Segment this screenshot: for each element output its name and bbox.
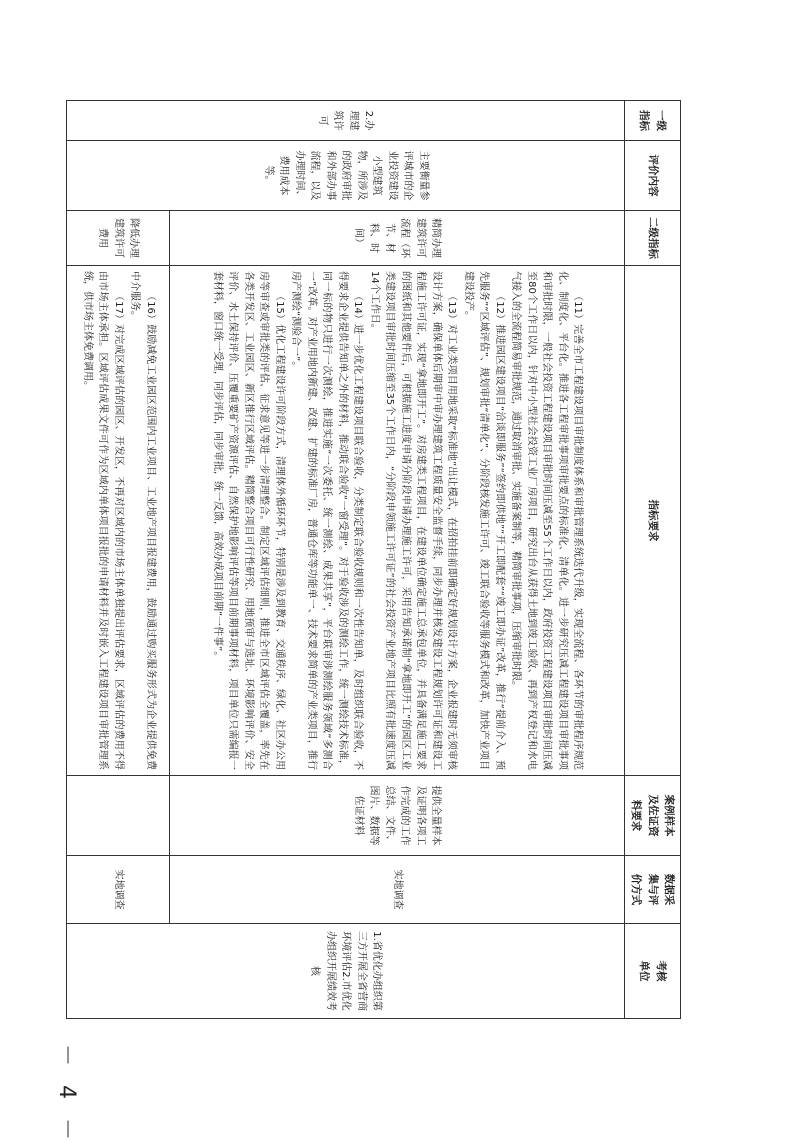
header-level2: 二级指标 bbox=[625, 211, 681, 266]
header-level1: 一级 指标 bbox=[625, 101, 681, 141]
requirement-item: （13）对工业类项目用地采取“标准地”出让模式，在招拍挂前即确定好规划设计方案，企业报建时无须审核设计方案，确保单体后期审中审办理建筑工程质量安全监督手续，同步办理并核发建设工程规划许可证和建设工程施工许可证，实现“拿地即开工”。对房建类工程项目，在建设单位确定施工总承包单位，并具备满足施工要求的图纸和其他要件后，可根据施工进度申请分阶段申请办理施工许可，采用告知承诺制“拿地即开工”的园区工业类建设项目审批时间压缩至35个工作日内，“分阶段申领施工许可证”的社会投资产业地产项目比照有批速度压减14个工作日。 bbox=[368, 271, 458, 770]
header-unit: 考核 单位 bbox=[625, 924, 681, 1019]
requirement-item: （17）对完成区域评估的园区、开发区，不再对区域内的市场主体单独提出评估要求，区域评估的费用不得由市场主体承担。区域评估成果文件可作为区域内单体项目报批的申请材料并及时嵌入工程建设项目审批管理系统，供市场主体免费调用。 bbox=[81, 271, 124, 770]
requirement-cell bbox=[169, 266, 624, 776]
header-method: 数据采 集与评 价方式 bbox=[625, 856, 681, 924]
level2-cell: 精简办理建筑许可流程（环节、材料、时间） bbox=[169, 211, 624, 266]
level2-cell: 降低办理建筑许可费用 bbox=[67, 211, 170, 266]
table-row bbox=[169, 101, 624, 1019]
materials-cell bbox=[67, 776, 170, 856]
header-materials: 案例样本 及佐证资 料要求 bbox=[625, 776, 681, 856]
requirement-item: （15）优化工程建设许可阶段方式，清理体外循环环节，特别是涉及到教育、交通秩序、绿化、社区办公用房等审查或审批类的评估、征求意见等进一步清理整合。制定区域评估细则，推进全市区域评估全覆盖，率先在各类开发区、工业园区、新区推行区域评估。精简整合项目可行性研究、用地预审与选址、环境影响评价、安全评价、水土保持评价、压覆重要矿产资源评估、自然保护地影响评估等项目前期事项材料，项目单位只需编报一套材料，窗口统一受理，同步评估，同步审批，统一反馈，高效办成项目前期“一件事”。 bbox=[211, 271, 285, 770]
requirement-item: （11）完善全市工程建设项目审批制度体系和审批管理系统迭代升级，实现全流程、各环节的审批程序规范化、制度化、平台化。推进各工程审批事项审批要点的标准化、清单化。进一步研究压减工程建设项目审批事项和审批时限，一般社会投资工程建设项目审批时间压减至55个工作日以内，政府投资工程建设项目审批时间压减至80个工作日以内，针对中小型社会投资工业厂房项目，研究出台从获得土地到竣工验收、再到产权登记和水电气接入的全流程简易审批规范，通过取消审批、实施备案制等，精简审批事项，压缩审批时限。 bbox=[510, 271, 584, 770]
indicator-table bbox=[66, 100, 681, 1019]
header-content: 评价内容 bbox=[625, 141, 681, 211]
page-number-text: － 4 － bbox=[54, 1044, 79, 1146]
level1-cell: 2.办理建筑许可 bbox=[67, 101, 625, 141]
table-row bbox=[67, 101, 170, 1019]
requirement-item: （12）推进园区建设项目“洽谈即服务”“签约即供地”“开工即配套”“竣工即办证”改革，推行“提前介入、预先服务”“区域评估”、规划审批“清单化”、分阶段核发施工许可、竣工联合验收等服务模式和改革，加快产业项目建设投产。 bbox=[462, 271, 505, 770]
materials-cell: 提供全量样本及证明各项工作完成的工作总结、文件、图片、数据等佐证材料 bbox=[169, 776, 624, 856]
unit-cell: 1.省优化办组织第三方开展全省营商环境评估2.市优化办组织开展绩效考核 bbox=[67, 924, 625, 1019]
requirement-cell bbox=[67, 266, 170, 776]
method-cell: 实地调查 bbox=[67, 856, 170, 924]
requirement-item: （16）鼓励减免工业园区范围内工业项目、工业地产项目报建费用，鼓励通过购买服务形式为企业提供免费中介服务。 bbox=[129, 271, 156, 770]
table-header-row bbox=[625, 101, 681, 1019]
requirement-item: （14）进一步优化工程建设项目联合验收，分类制定联合验收规则和一次性告知单，及时组织联合验收，不得要求企业提供告知单之外的材料，推动联合验收“一窗受理”。对于验收涉及的测绘工作，统一测绘技术标准，同一标的物只进行一次测绘，推进实施“一次委托、统一测绘、成果共享”，平台联审涉测绘服务领域“多测合一”改革。对产业用地内新建、改建、扩建的标准厂房，普通仓库等功能单一、技术要求简单的产业类项目，推行房产测绘“测验合一”。 bbox=[290, 271, 364, 770]
header-requirement: 指标要求 bbox=[625, 266, 681, 776]
method-cell: 实地调查 bbox=[169, 856, 624, 924]
content-cell: 主要衡量参评城市的企业投资建设小型建筑物，所涉及的政府审批和外部办事流程，以及办理时间、费用成本等。 bbox=[67, 141, 625, 211]
